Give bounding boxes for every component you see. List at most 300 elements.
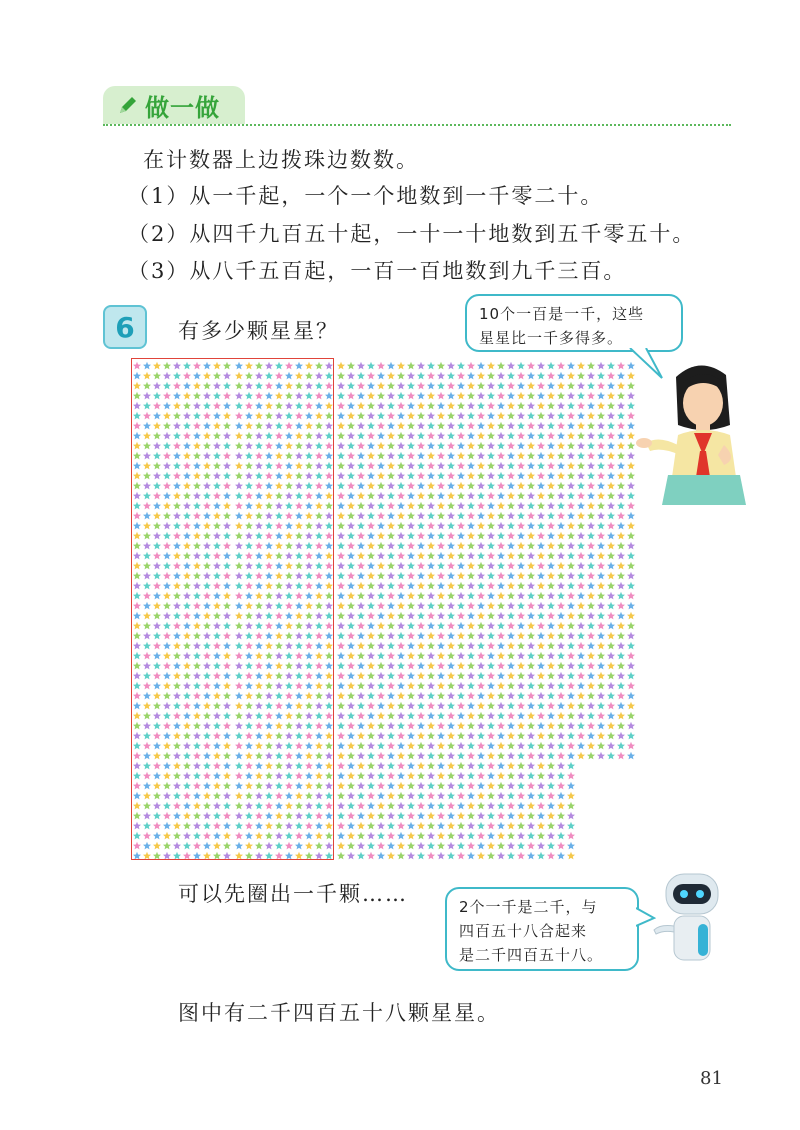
star [557, 522, 565, 530]
star [587, 732, 595, 740]
star [397, 612, 405, 620]
star [357, 702, 365, 710]
star [427, 722, 435, 730]
star [337, 442, 345, 450]
star [347, 732, 355, 740]
star [487, 842, 495, 850]
star [567, 622, 575, 630]
star [417, 642, 425, 650]
star [397, 722, 405, 730]
star [337, 532, 345, 540]
star [427, 402, 435, 410]
star [477, 672, 485, 680]
star [377, 502, 385, 510]
star [467, 672, 475, 680]
star [447, 722, 455, 730]
star [467, 822, 475, 830]
star [517, 832, 525, 840]
star [417, 772, 425, 780]
star [347, 422, 355, 430]
star [347, 772, 355, 780]
star [387, 672, 395, 680]
star [507, 832, 515, 840]
star [337, 512, 345, 520]
star [417, 442, 425, 450]
star [447, 622, 455, 630]
star [487, 612, 495, 620]
star [477, 782, 485, 790]
star [357, 562, 365, 570]
star [587, 392, 595, 400]
star [447, 702, 455, 710]
star [497, 732, 505, 740]
star [537, 432, 545, 440]
star [417, 852, 425, 860]
star [517, 402, 525, 410]
star [557, 442, 565, 450]
star [427, 632, 435, 640]
star [417, 552, 425, 560]
star [457, 702, 465, 710]
star [427, 472, 435, 480]
star [457, 652, 465, 660]
star [417, 372, 425, 380]
star [397, 682, 405, 690]
star [567, 842, 575, 850]
star [477, 372, 485, 380]
star [347, 382, 355, 390]
star [397, 632, 405, 640]
star [367, 442, 375, 450]
star [527, 602, 535, 610]
star [347, 592, 355, 600]
star [507, 772, 515, 780]
star [507, 632, 515, 640]
star [477, 792, 485, 800]
star [447, 662, 455, 670]
star [427, 612, 435, 620]
star [517, 532, 525, 540]
star [627, 532, 635, 540]
star [377, 542, 385, 550]
star [477, 682, 485, 690]
star [347, 402, 355, 410]
star [377, 522, 385, 530]
star [367, 632, 375, 640]
star [597, 512, 605, 520]
star [377, 432, 385, 440]
star [477, 542, 485, 550]
star [337, 492, 345, 500]
star [447, 652, 455, 660]
star [437, 782, 445, 790]
star [607, 702, 615, 710]
star [547, 792, 555, 800]
star [567, 822, 575, 830]
star [437, 372, 445, 380]
star [507, 452, 515, 460]
star [337, 452, 345, 460]
star [397, 642, 405, 650]
star [427, 622, 435, 630]
star [577, 382, 585, 390]
star [507, 702, 515, 710]
star [457, 842, 465, 850]
star [537, 502, 545, 510]
star [387, 402, 395, 410]
star [477, 842, 485, 850]
star [607, 392, 615, 400]
star [457, 462, 465, 470]
star [507, 472, 515, 480]
star [427, 562, 435, 570]
star [407, 552, 415, 560]
star [567, 702, 575, 710]
star [557, 722, 565, 730]
star [597, 482, 605, 490]
star [557, 762, 565, 770]
star [437, 692, 445, 700]
star [547, 422, 555, 430]
star [587, 582, 595, 590]
star [557, 542, 565, 550]
star [437, 672, 445, 680]
star [537, 572, 545, 580]
star [597, 382, 605, 390]
star [417, 402, 425, 410]
star [567, 442, 575, 450]
star [457, 562, 465, 570]
star [597, 732, 605, 740]
star [557, 802, 565, 810]
star [417, 782, 425, 790]
star [417, 562, 425, 570]
star [557, 772, 565, 780]
star [467, 472, 475, 480]
star [387, 812, 395, 820]
star [507, 712, 515, 720]
star [617, 522, 625, 530]
star [377, 842, 385, 850]
star [407, 762, 415, 770]
star [337, 462, 345, 470]
star [357, 742, 365, 750]
star [527, 792, 535, 800]
star [567, 412, 575, 420]
star [457, 752, 465, 760]
star [477, 852, 485, 860]
star [607, 672, 615, 680]
star [407, 432, 415, 440]
star [407, 672, 415, 680]
star [587, 462, 595, 470]
star [417, 382, 425, 390]
star [567, 642, 575, 650]
star [517, 822, 525, 830]
star [407, 712, 415, 720]
star [427, 792, 435, 800]
star [467, 402, 475, 410]
star [477, 412, 485, 420]
star [397, 732, 405, 740]
star [607, 632, 615, 640]
star [537, 802, 545, 810]
star [477, 552, 485, 560]
star [567, 492, 575, 500]
star [517, 552, 525, 560]
star [497, 422, 505, 430]
star [437, 732, 445, 740]
star [627, 672, 635, 680]
star [447, 432, 455, 440]
star [367, 712, 375, 720]
star [577, 572, 585, 580]
star [407, 422, 415, 430]
star [477, 732, 485, 740]
star [617, 452, 625, 460]
star [517, 502, 525, 510]
star [367, 362, 375, 370]
robot-bubble-line-1: 2个一千是二千，与 [459, 898, 598, 916]
star [427, 492, 435, 500]
star [347, 662, 355, 670]
star [537, 832, 545, 840]
star [557, 572, 565, 580]
star [477, 572, 485, 580]
star [527, 632, 535, 640]
star [347, 412, 355, 420]
star [417, 612, 425, 620]
star [577, 542, 585, 550]
star [537, 632, 545, 640]
star [427, 832, 435, 840]
star [447, 362, 455, 370]
star [407, 832, 415, 840]
star [427, 712, 435, 720]
star [397, 382, 405, 390]
star [437, 772, 445, 780]
hint-text: 可以先圈出一千颗…… [178, 882, 408, 906]
star [477, 702, 485, 710]
star [457, 712, 465, 720]
star [447, 852, 455, 860]
star [547, 642, 555, 650]
star [467, 562, 475, 570]
star [337, 632, 345, 640]
star [367, 732, 375, 740]
star [457, 612, 465, 620]
star [387, 842, 395, 850]
star [427, 592, 435, 600]
star [507, 382, 515, 390]
star [507, 802, 515, 810]
star [477, 832, 485, 840]
star [417, 762, 425, 770]
star [427, 682, 435, 690]
star [627, 752, 635, 760]
star [377, 672, 385, 680]
star [387, 512, 395, 520]
star [447, 642, 455, 650]
star [577, 442, 585, 450]
star [337, 362, 345, 370]
star [587, 442, 595, 450]
star [447, 492, 455, 500]
star [337, 852, 345, 860]
star [607, 422, 615, 430]
star [547, 652, 555, 660]
star [517, 842, 525, 850]
star [377, 752, 385, 760]
star [507, 532, 515, 540]
star [337, 742, 345, 750]
answer-text: 图中有二千四百五十八颗星星。 [178, 1001, 500, 1025]
star [337, 822, 345, 830]
star [407, 742, 415, 750]
star [577, 552, 585, 560]
star [527, 592, 535, 600]
star [397, 792, 405, 800]
star [607, 542, 615, 550]
star [617, 362, 625, 370]
star [567, 482, 575, 490]
star [567, 552, 575, 560]
star [357, 402, 365, 410]
star [397, 572, 405, 580]
star [617, 592, 625, 600]
star [457, 582, 465, 590]
star [557, 642, 565, 650]
star [347, 532, 355, 540]
star [567, 502, 575, 510]
star [527, 682, 535, 690]
star [577, 622, 585, 630]
star [367, 382, 375, 390]
star [377, 532, 385, 540]
star [507, 662, 515, 670]
star [467, 742, 475, 750]
star [357, 432, 365, 440]
star [577, 712, 585, 720]
star [437, 752, 445, 760]
star [517, 372, 525, 380]
star [357, 642, 365, 650]
star [437, 682, 445, 690]
star [397, 692, 405, 700]
star [387, 852, 395, 860]
star [607, 612, 615, 620]
star [467, 662, 475, 670]
star [557, 612, 565, 620]
star [517, 752, 525, 760]
star [357, 522, 365, 530]
star [467, 372, 475, 380]
star [477, 432, 485, 440]
star [407, 722, 415, 730]
star [607, 712, 615, 720]
star [407, 682, 415, 690]
exercise-item-2: （2）从四千九百五十起，一十一十地数到五千零五十。 [128, 222, 696, 246]
star [557, 402, 565, 410]
girl-bubble-line-1: 10个一百是一千，这些 [479, 305, 645, 323]
star [577, 642, 585, 650]
star [487, 812, 495, 820]
star [477, 482, 485, 490]
star [457, 472, 465, 480]
star [337, 672, 345, 680]
star [467, 632, 475, 640]
star [577, 592, 585, 600]
star [577, 482, 585, 490]
star [417, 472, 425, 480]
star [537, 562, 545, 570]
star [517, 382, 525, 390]
star [377, 742, 385, 750]
star [547, 812, 555, 820]
star [507, 742, 515, 750]
star [517, 782, 525, 790]
star [587, 642, 595, 650]
star [457, 382, 465, 390]
star [347, 832, 355, 840]
star [447, 802, 455, 810]
star [407, 452, 415, 460]
star [387, 452, 395, 460]
star [527, 622, 535, 630]
star [397, 582, 405, 590]
star [477, 662, 485, 670]
star [487, 572, 495, 580]
star [517, 362, 525, 370]
star [547, 382, 555, 390]
star [467, 362, 475, 370]
star [357, 772, 365, 780]
star [447, 542, 455, 550]
star [547, 492, 555, 500]
star [487, 442, 495, 450]
star [447, 692, 455, 700]
star [437, 662, 445, 670]
star [447, 422, 455, 430]
star [467, 832, 475, 840]
star [427, 372, 435, 380]
star [507, 502, 515, 510]
star [527, 762, 535, 770]
star [527, 562, 535, 570]
star [447, 612, 455, 620]
star [457, 362, 465, 370]
star [377, 562, 385, 570]
star [417, 662, 425, 670]
star [337, 732, 345, 740]
star [567, 452, 575, 460]
star [537, 812, 545, 820]
star [567, 572, 575, 580]
star [377, 642, 385, 650]
star [457, 632, 465, 640]
star [487, 772, 495, 780]
star [497, 582, 505, 590]
star [437, 552, 445, 560]
star [507, 842, 515, 850]
star [467, 442, 475, 450]
star [357, 572, 365, 580]
star [417, 842, 425, 850]
star [547, 482, 555, 490]
star [517, 582, 525, 590]
star [437, 562, 445, 570]
star [467, 512, 475, 520]
